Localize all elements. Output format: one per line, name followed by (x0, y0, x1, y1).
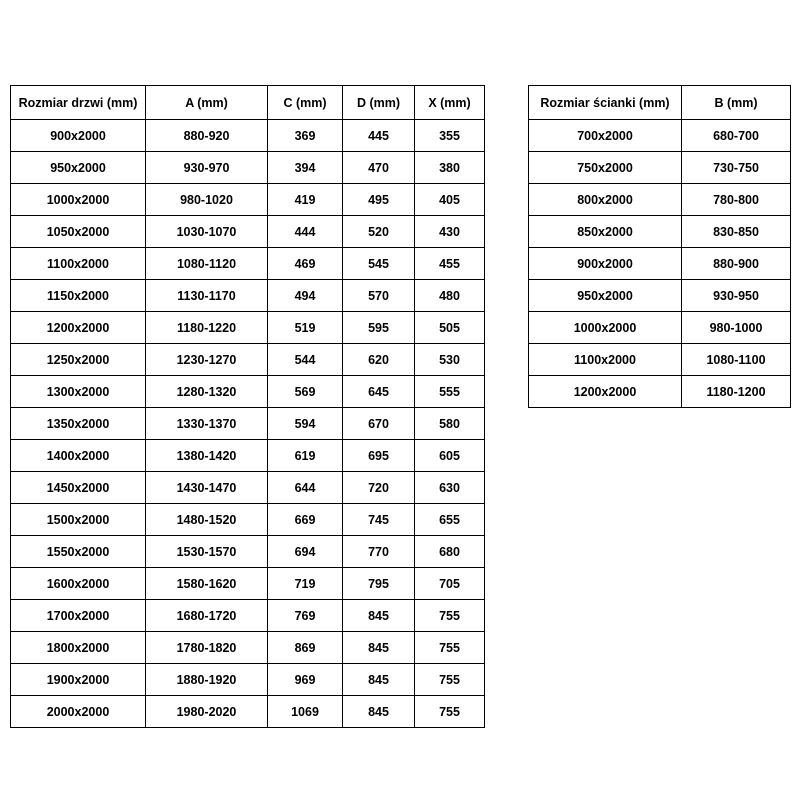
doors_table-cell: 469 (268, 248, 343, 280)
doors_table-cell: 1980-2020 (146, 696, 268, 728)
doors_table-cell: 1000x2000 (11, 184, 146, 216)
doors_table-cell: 770 (343, 536, 415, 568)
wall_table-cell: 680-700 (682, 120, 791, 152)
wall_table-cell: 1100x2000 (529, 344, 682, 376)
doors_table-cell: 405 (415, 184, 485, 216)
wall_table-cell: 1180-1200 (682, 376, 791, 408)
doors_table-cell: 380 (415, 152, 485, 184)
table-row (529, 280, 791, 312)
doors_table-cell: 845 (343, 632, 415, 664)
table-header-row (11, 86, 485, 120)
table-row (529, 216, 791, 248)
doors_table-cell: 1680-1720 (146, 600, 268, 632)
doors_table-cell: 645 (343, 376, 415, 408)
doors_table-cell: 1100x2000 (11, 248, 146, 280)
doors_table-cell: 555 (415, 376, 485, 408)
wall_table-cell: 1080-1100 (682, 344, 791, 376)
doors_table-cell: 795 (343, 568, 415, 600)
doors_table-cell: 545 (343, 248, 415, 280)
doors_table-cell: 1900x2000 (11, 664, 146, 696)
table-row (11, 600, 485, 632)
table-row (11, 216, 485, 248)
doors_table-cell: 755 (415, 632, 485, 664)
table-row (529, 248, 791, 280)
doors_table-cell: 1780-1820 (146, 632, 268, 664)
doors_table-cell: 595 (343, 312, 415, 344)
doors_table-cell: 1330-1370 (146, 408, 268, 440)
doors_table-cell: 1400x2000 (11, 440, 146, 472)
column-header-d: D (mm) (343, 86, 415, 120)
wall_table-cell: 750x2000 (529, 152, 682, 184)
doors_table-cell: 1250x2000 (11, 344, 146, 376)
doors_table-cell: 1480-1520 (146, 504, 268, 536)
table-row (529, 344, 791, 376)
doors_table-cell: 1450x2000 (11, 472, 146, 504)
doors_table-cell: 720 (343, 472, 415, 504)
doors_table-cell: 570 (343, 280, 415, 312)
doors_table-cell: 769 (268, 600, 343, 632)
table-row (529, 184, 791, 216)
wall_table-cell: 800x2000 (529, 184, 682, 216)
doors_table-cell: 755 (415, 696, 485, 728)
door-sizes-table (10, 85, 485, 728)
table-row (11, 248, 485, 280)
doors_table-cell: 369 (268, 120, 343, 152)
table-row (11, 280, 485, 312)
table-row (11, 152, 485, 184)
doors_table-cell: 980-1020 (146, 184, 268, 216)
wall_table-cell: 730-750 (682, 152, 791, 184)
table-row (11, 344, 485, 376)
doors_table-cell: 619 (268, 440, 343, 472)
wall_table-cell: 880-900 (682, 248, 791, 280)
doors_table-cell: 680 (415, 536, 485, 568)
doors_table-cell: 669 (268, 504, 343, 536)
doors_table-cell: 1050x2000 (11, 216, 146, 248)
table-row (11, 472, 485, 504)
doors_table-cell: 655 (415, 504, 485, 536)
table-row (529, 152, 791, 184)
doors_table-cell: 569 (268, 376, 343, 408)
doors_table-cell: 455 (415, 248, 485, 280)
doors_table-cell: 530 (415, 344, 485, 376)
doors_table-cell: 544 (268, 344, 343, 376)
wall-sizes-table (528, 85, 791, 408)
doors_table-cell: 845 (343, 664, 415, 696)
column-header-c: C (mm) (268, 86, 343, 120)
doors_table-cell: 494 (268, 280, 343, 312)
doors_table-cell: 969 (268, 664, 343, 696)
table-row (11, 504, 485, 536)
doors_table-cell: 644 (268, 472, 343, 504)
wall_table-cell: 950x2000 (529, 280, 682, 312)
wall-sizes-table-container (528, 85, 791, 408)
doors_table-cell: 605 (415, 440, 485, 472)
doors_table-cell: 1580-1620 (146, 568, 268, 600)
doors_table-cell: 1180-1220 (146, 312, 268, 344)
column-header-wall-size: Rozmiar ścianki (mm) (529, 86, 682, 120)
column-header-a: A (mm) (146, 86, 268, 120)
table-row (529, 312, 791, 344)
doors_table-cell: 755 (415, 600, 485, 632)
doors_table-cell: 444 (268, 216, 343, 248)
table-row (11, 440, 485, 472)
doors_table-cell: 1230-1270 (146, 344, 268, 376)
doors_table-cell: 1350x2000 (11, 408, 146, 440)
doors_table-cell: 705 (415, 568, 485, 600)
doors_table-cell: 1600x2000 (11, 568, 146, 600)
doors_table-cell: 355 (415, 120, 485, 152)
column-header-door-size: Rozmiar drzwi (mm) (11, 86, 146, 120)
doors_table-cell: 394 (268, 152, 343, 184)
wall_table-cell: 930-950 (682, 280, 791, 312)
doors_table-cell: 1030-1070 (146, 216, 268, 248)
column-header-b: B (mm) (682, 86, 791, 120)
doors_table-cell: 630 (415, 472, 485, 504)
doors_table-cell: 1500x2000 (11, 504, 146, 536)
wall_table-cell: 980-1000 (682, 312, 791, 344)
doors_table-cell: 419 (268, 184, 343, 216)
doors_table-cell: 1150x2000 (11, 280, 146, 312)
doors_table-cell: 900x2000 (11, 120, 146, 152)
doors_table-cell: 1380-1420 (146, 440, 268, 472)
table-row (11, 664, 485, 696)
doors_table-cell: 755 (415, 664, 485, 696)
wall_table-cell: 830-850 (682, 216, 791, 248)
doors_table-cell: 670 (343, 408, 415, 440)
table-row (11, 376, 485, 408)
doors_table-cell: 1550x2000 (11, 536, 146, 568)
table-row (11, 408, 485, 440)
doors_table-cell: 430 (415, 216, 485, 248)
doors_table-cell: 1130-1170 (146, 280, 268, 312)
table-row (529, 376, 791, 408)
doors_table-cell: 620 (343, 344, 415, 376)
doors_table-cell: 495 (343, 184, 415, 216)
doors_table-cell: 1430-1470 (146, 472, 268, 504)
doors_table-cell: 594 (268, 408, 343, 440)
doors_table-cell: 470 (343, 152, 415, 184)
doors_table-cell: 930-970 (146, 152, 268, 184)
doors_table-cell: 1300x2000 (11, 376, 146, 408)
doors_table-cell: 694 (268, 536, 343, 568)
doors_table-cell: 950x2000 (11, 152, 146, 184)
table-row (11, 184, 485, 216)
doors_table-cell: 719 (268, 568, 343, 600)
doors_table-cell: 695 (343, 440, 415, 472)
door-sizes-table-container (10, 85, 485, 728)
doors_table-cell: 1700x2000 (11, 600, 146, 632)
doors_table-cell: 1530-1570 (146, 536, 268, 568)
wall_table-cell: 700x2000 (529, 120, 682, 152)
doors_table-cell: 1280-1320 (146, 376, 268, 408)
doors_table-cell: 1200x2000 (11, 312, 146, 344)
wall_table-cell: 1200x2000 (529, 376, 682, 408)
doors_table-cell: 1880-1920 (146, 664, 268, 696)
table-row (11, 312, 485, 344)
doors_table-cell: 869 (268, 632, 343, 664)
doors_table-cell: 445 (343, 120, 415, 152)
wall_table-cell: 850x2000 (529, 216, 682, 248)
wall_table-cell: 780-800 (682, 184, 791, 216)
table-row (11, 120, 485, 152)
doors_table-cell: 520 (343, 216, 415, 248)
doors_table-cell: 519 (268, 312, 343, 344)
doors_table-cell: 845 (343, 696, 415, 728)
table-header-row (529, 86, 791, 120)
doors_table-cell: 1069 (268, 696, 343, 728)
doors_table-cell: 480 (415, 280, 485, 312)
table-row (11, 696, 485, 728)
column-header-x: X (mm) (415, 86, 485, 120)
doors_table-cell: 580 (415, 408, 485, 440)
doors_table-cell: 1800x2000 (11, 632, 146, 664)
wall_table-cell: 1000x2000 (529, 312, 682, 344)
doors_table-cell: 845 (343, 600, 415, 632)
wall_table-cell: 900x2000 (529, 248, 682, 280)
table-row (11, 568, 485, 600)
table-row (11, 536, 485, 568)
doors_table-cell: 880-920 (146, 120, 268, 152)
table-row (529, 120, 791, 152)
doors_table-cell: 745 (343, 504, 415, 536)
doors_table-cell: 505 (415, 312, 485, 344)
table-row (11, 632, 485, 664)
doors_table-cell: 2000x2000 (11, 696, 146, 728)
doors_table-cell: 1080-1120 (146, 248, 268, 280)
